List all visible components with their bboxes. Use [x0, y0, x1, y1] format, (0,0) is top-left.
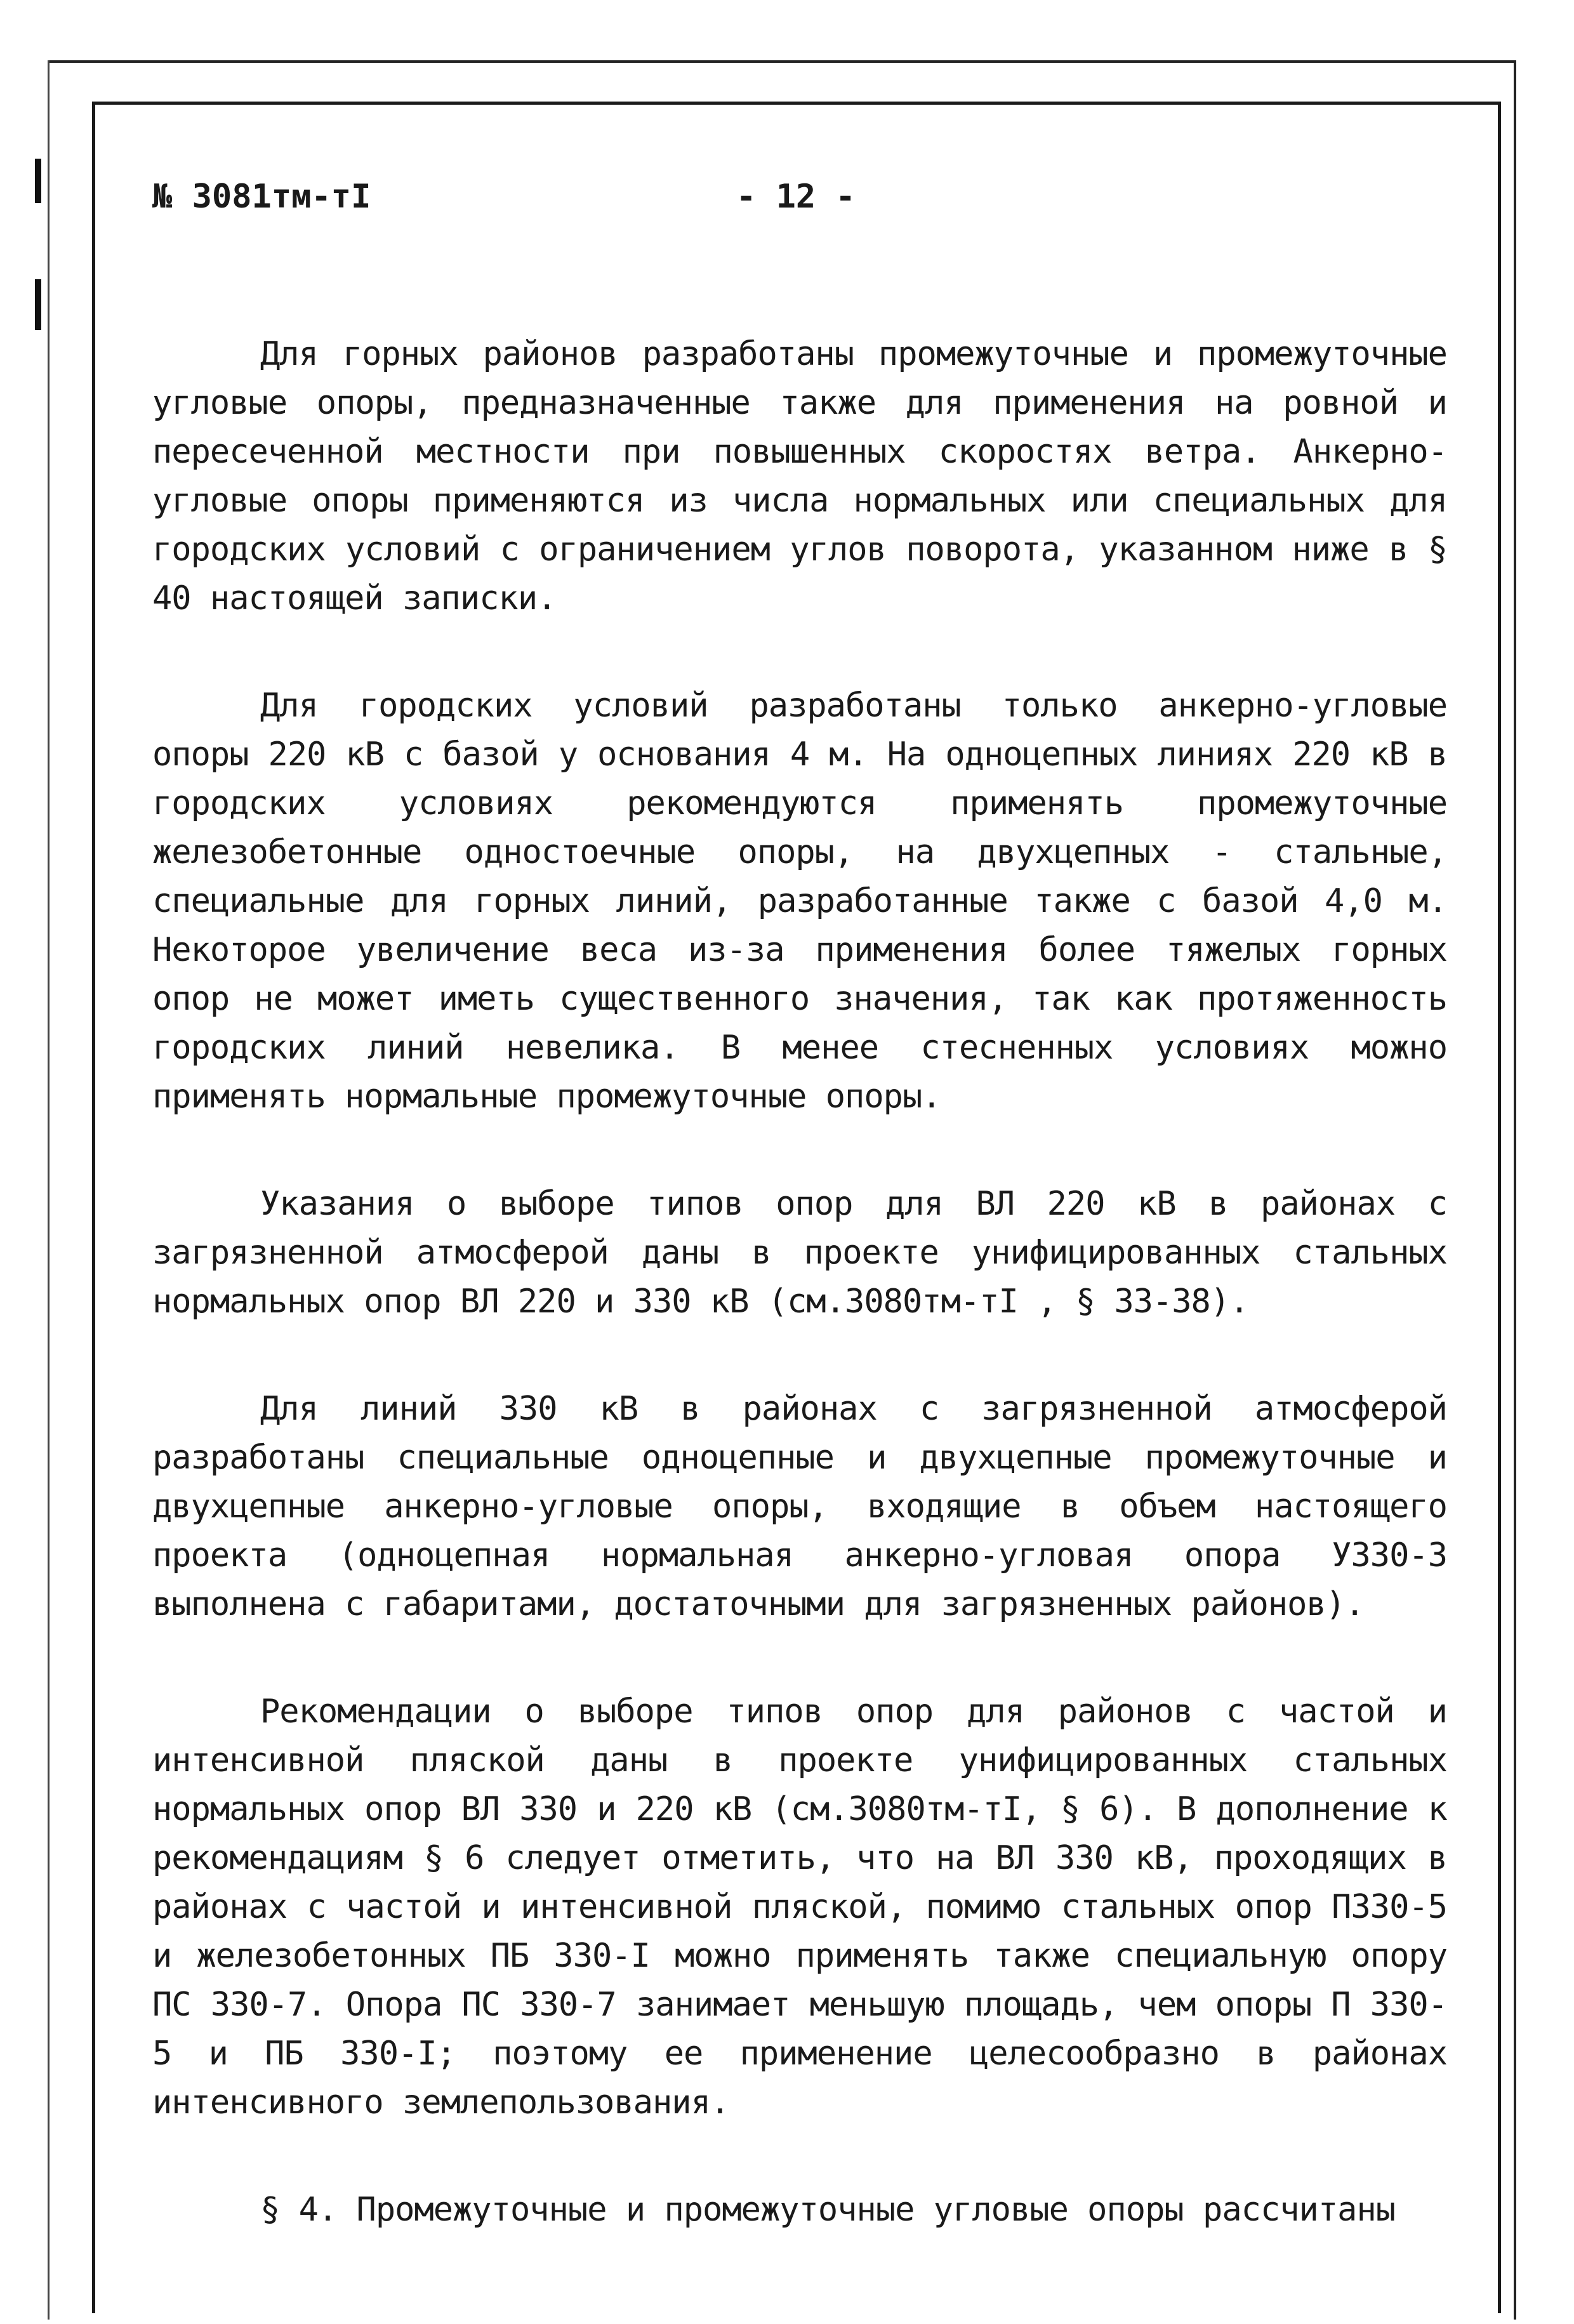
document-code: № 3081тм-тI	[152, 178, 371, 216]
paragraph-polluted-atmosphere-220: Указания о выборе типов опор для ВЛ 220 кВ в районах с загрязненной атмосферой даны в проекте унифицированных стальных нормальных опор ВЛ 220 и 330 кВ (см.3080тм-тI , § 33-38).	[152, 1185, 1447, 1321]
page-header	[152, 178, 1460, 228]
margin-mark	[35, 279, 41, 330]
margin-mark	[35, 159, 41, 203]
paragraph-mountain-areas: Для горных районов разработаны промежуточные и промежуточные угловые опоры, предназначенные также для применения на ровной и пересеченной местности при повышенных скоростях ветра. Анкерно-угловые опоры применяются из числа нормальных или специальных для городских условий с ограничением углов поворота, указанном ниже в § 40 настоящей записки.	[152, 335, 1447, 617]
paragraph-polluted-atmosphere-330: Для линий 330 кВ в районах с загрязненной атмосферой разработаны специальные одноцепные и двухцепные промежуточные и двухцепные анкерно-угловые опоры, входящие в объем настоящего проекта (одноцепная нормальная анкерно-угловая опора У330-3 выполнена с габаритами, достаточными для загрязненных районов).	[152, 1390, 1447, 1623]
outer-frame-left-line	[48, 60, 50, 2320]
page-number: - 12 -	[736, 178, 856, 216]
outer-frame-right-line	[1514, 60, 1516, 2320]
document-body	[152, 330, 1447, 2235]
outer-frame-top-line	[48, 60, 1514, 63]
paragraph-section-4: § 4. Промежуточные и промежуточные угловые опоры рассчитаны	[260, 2191, 1396, 2229]
paragraph-galloping-recommendations: Рекомендации о выборе типов опор для районов с частой и интенсивной пляской даны в проекте унифицированных стальных нормальных опор ВЛ 330 и 220 кВ (см.3080тм-тI, § 6). В дополнение к рекомендациям § 6 следует отметить, что на ВЛ 330 кВ, проходящих в районах с частой и интенсивной пляской, помимо стальных опор П330-5 и железобетонных ПБ 330-I можно применять также специальную опору ПС 330-7. Опора ПС 330-7 занимает меньшую площадь, чем опоры П 330-5 и ПБ 330-I; поэтому ее применение целесообразно в районах интенсивного землепользования.	[152, 1693, 1447, 2122]
paragraph-urban-conditions: Для городских условий разработаны только анкерно-угловые опоры 220 кВ с базой у основания 4 м. На одноцепных линиях 220 кВ в городских условиях рекомендуются применять промежуточные железобетонные одностоечные опоры, на двухцепных - стальные, специальные для горных линий, разработанные также с базой 4,0 м. Некоторое увеличение веса из-за применения более тяжелых горных опор не может иметь существенного значения, так как протяженность городских линий невелика. В менее стесненных условиях можно применять нормальные промежуточные опоры.	[152, 687, 1447, 1116]
